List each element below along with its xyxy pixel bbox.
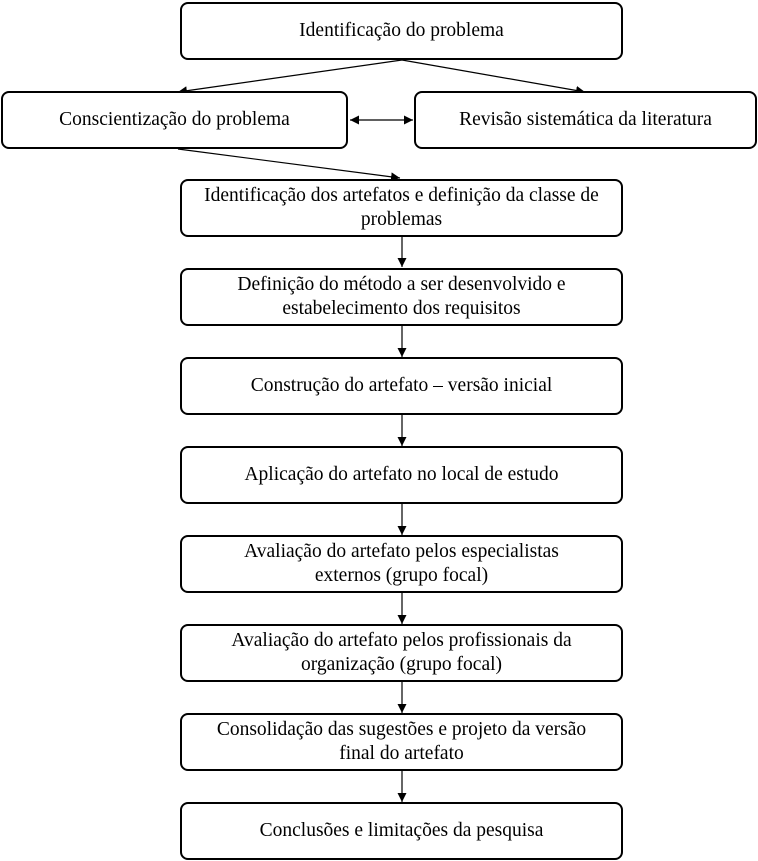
node-definicao-metodo <box>180 268 623 326</box>
node-consolidacao-sugestoes <box>180 713 623 771</box>
node-revisao-sistematica <box>414 91 757 149</box>
node-conclusoes-limitacoes <box>180 802 623 860</box>
node-label: Identificação dos artefatos e definição da classe de problemas <box>204 185 599 230</box>
node-label: Avaliação do artefato pelos especialistas externos (grupo focal) <box>244 541 559 586</box>
node-label: Revisão sistemática da literatura <box>459 109 712 130</box>
node-aplicacao-artefato <box>180 446 623 504</box>
node-label: Aplicação do artefato no local de estudo <box>244 464 559 485</box>
node-avaliacao-profissionais <box>180 624 623 682</box>
node-label: Conscientização do problema <box>59 109 290 130</box>
node-label: Consolidação das sugestões e projeto da versão final do artefato <box>216 719 587 764</box>
node-label: Identificação do problema <box>299 20 504 41</box>
node-label: Avaliação do artefato pelos profissionais da organização (grupo focal) <box>231 630 572 675</box>
node-label: Definição do método a ser desenvolvido e estabelecimento dos requisitos <box>237 274 566 319</box>
node-label: Construção do artefato – versão inicial <box>250 375 553 396</box>
node-label: Conclusões e limitações da pesquisa <box>259 820 544 841</box>
edge-conscientizacao-artefatos <box>178 149 400 178</box>
edge-identificacao-conscientizacao <box>178 60 402 92</box>
node-conscientizacao-do-problema <box>1 91 348 149</box>
node-construcao-artefato <box>180 357 623 415</box>
edge-identificacao-revisao <box>402 60 585 92</box>
node-identificacao-do-problema <box>180 2 623 60</box>
node-avaliacao-especialistas <box>180 535 623 593</box>
node-identificacao-artefatos <box>180 179 623 237</box>
